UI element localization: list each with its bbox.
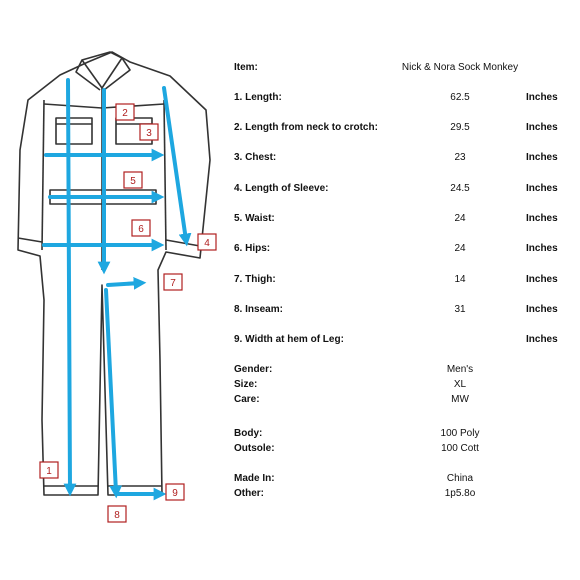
measurement-unit: Inches — [526, 304, 558, 315]
item-value: Nick & Nora Sock Monkey — [401, 62, 519, 73]
badge-number: 4 — [204, 238, 210, 249]
badge-number: 8 — [114, 510, 120, 521]
body-value: 100 Poly — [440, 428, 480, 439]
measurement-label: 9. Width at hem of Leg: — [234, 334, 344, 345]
size-key: Size: — [234, 379, 258, 390]
badge-number: 5 — [130, 176, 136, 187]
outsole-key: Outsole: — [234, 443, 275, 454]
arrow-4-sleeve — [164, 88, 186, 240]
badge-number: 2 — [122, 108, 128, 119]
outsole-value: 100 Cott — [441, 443, 479, 454]
measurement-label: 5. Waist: — [234, 213, 275, 224]
measurement-label: 3. Chest: — [234, 152, 277, 163]
other-value: 1p5.8o — [444, 488, 476, 499]
measurement-unit: Inches — [526, 152, 558, 163]
measurement-value: 23 — [454, 152, 466, 163]
measurement-label: 4. Length of Sleeve: — [234, 183, 329, 194]
measurement-unit: Inches — [526, 334, 558, 345]
care-value: MW — [451, 394, 469, 405]
measurement-unit: Inches — [526, 243, 558, 254]
measurement-label: 2. Length from neck to crotch: — [234, 122, 378, 133]
measurement-value: 24 — [454, 213, 466, 224]
other-key: Other: — [234, 488, 264, 499]
measurement-label: 1. Length: — [234, 92, 282, 103]
measurement-badges — [40, 104, 216, 522]
gender-value: Men's — [446, 364, 474, 375]
measurement-label: 8. Inseam: — [234, 304, 283, 315]
item-key: Item: — [234, 62, 258, 73]
measurement-label: 7. Thigh: — [234, 274, 276, 285]
badge-number: 1 — [46, 466, 52, 477]
measurement-value: 24 — [454, 243, 466, 254]
badge-number: 7 — [170, 278, 176, 289]
coverall-measurement-diagram — [0, 0, 230, 580]
measurement-value: 29.5 — [450, 122, 470, 133]
made-in-key: Made In: — [234, 473, 275, 484]
size-value: XL — [453, 379, 467, 390]
measurement-label: 6. Hips: — [234, 243, 271, 254]
measurement-unit: Inches — [526, 122, 558, 133]
arrow-1-length — [68, 80, 70, 490]
gender-key: Gender: — [234, 364, 273, 375]
measurement-value: 62.5 — [450, 92, 470, 103]
measurement-unit: Inches — [526, 213, 558, 224]
measurement-value: 14 — [454, 274, 466, 285]
body-key: Body: — [234, 428, 263, 439]
measurement-value: 24.5 — [450, 183, 470, 194]
arrow-7-thigh — [108, 283, 140, 285]
badge-number: 3 — [146, 128, 152, 139]
measurement-unit: Inches — [526, 92, 558, 103]
care-key: Care: — [234, 394, 260, 405]
made-in-value: China — [446, 473, 474, 484]
badge-number: 6 — [138, 224, 144, 235]
measurement-value: 31 — [454, 304, 466, 315]
measurement-unit: Inches — [526, 183, 558, 194]
measurement-unit: Inches — [526, 274, 558, 285]
badge-number: 9 — [172, 488, 178, 499]
